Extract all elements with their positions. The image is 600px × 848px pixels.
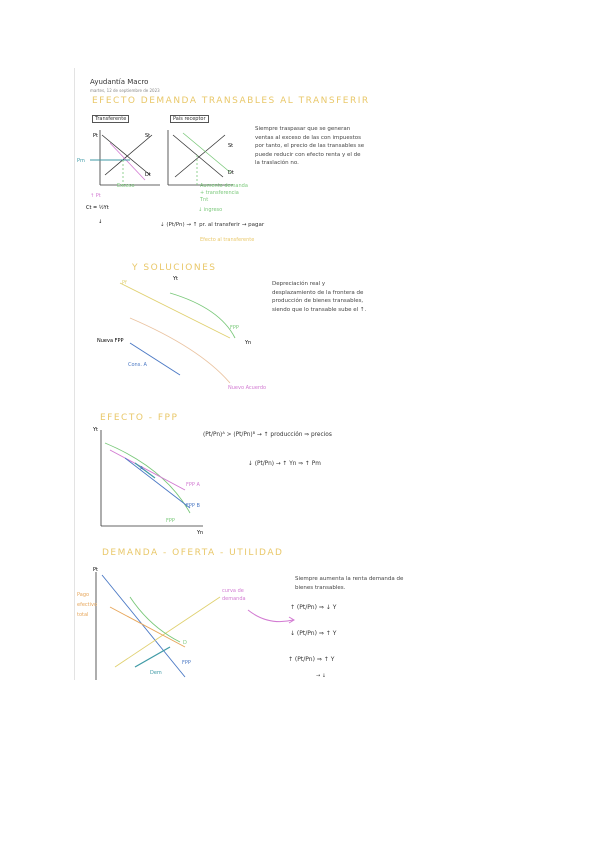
section3-title: EFECTO - FPP [100, 413, 179, 423]
magenta-line [110, 450, 185, 490]
s1-label-ct: Ct = ½Yt [86, 205, 109, 211]
section3-eq1: (Pt/Pn)ᴬ > (Pt/Pn)ᴮ → ↑ producción ⇒ precios [203, 432, 332, 438]
header-date: martes, 12 de septiembre de 2023 [90, 88, 160, 93]
s4-label-top2: demanda [222, 596, 246, 602]
section4-note: Siempre aumenta la renta demanda de bienes transables. [295, 576, 404, 591]
s4-label-top: curva de [222, 588, 244, 594]
s4-label-left2: efectivo [77, 602, 98, 608]
s2-label-newff: Nuevo Acuerdo [228, 385, 267, 391]
s1-label-dt: Dt [145, 172, 151, 178]
s1-label-inc: Aumento demanda [200, 183, 248, 189]
s2-label-yn: Yn [245, 340, 252, 346]
orange-line [110, 607, 185, 647]
magenta-arrow-path [248, 610, 293, 622]
supply-line [105, 135, 152, 175]
s2-label-nag: Nueva FPP [97, 338, 124, 344]
green-fpp-curve [105, 443, 190, 513]
s3-label-pfa: FPP A [186, 482, 200, 488]
s2-label-cons: Cons. A [128, 362, 147, 368]
section2-title: Y SOLUCIONES [132, 263, 217, 273]
s1-label-pm: Pm [77, 158, 85, 164]
beige-curve [130, 318, 230, 383]
section3-diagram [95, 428, 205, 533]
s1-label-ex: Exceso [117, 183, 135, 189]
s3-label-y: Yt [93, 427, 99, 433]
blue-line [125, 458, 190, 508]
s4-label-d: D [183, 640, 187, 646]
header-subject: Ayudantía Macro [90, 78, 149, 86]
s4-label-left: Pago [77, 592, 90, 598]
s3-label-a: A [140, 466, 144, 472]
yellow-supply-line [115, 597, 220, 667]
section1-left-diagram [90, 125, 170, 205]
section1-formula-note: Efecto al transferente [200, 237, 255, 243]
section1-box-right: País receptor [170, 115, 209, 123]
section2-note: Depreciación real y desplazamiento de la frontera de producción de bienes transables, siendo que lo transable sube el ↑. [272, 281, 367, 313]
s1-label-dn: ↓ [98, 219, 103, 225]
teal-tangent [135, 463, 155, 478]
s3-label-pfc: FPP [166, 518, 175, 524]
s4-label-dem: Dem [150, 670, 162, 676]
section4-eq2: ↓ (Pt/Pn) ⇒ ↑ Y [290, 630, 337, 637]
s1-label-st: St [145, 133, 151, 139]
section1-title: EFECTO DEMANDA TRANSABLES AL TRANSFERIR [92, 96, 370, 106]
s2-label-pf: Pf [122, 280, 127, 286]
s1-label-tr: + transferencia [200, 190, 239, 196]
demand-line [102, 135, 150, 175]
demand-line [173, 135, 223, 177]
s4-label-y: Pt [93, 567, 98, 573]
s1-label-st-r: St [228, 143, 234, 149]
section4-eq3: ↑ (Pt/Pn) ⇒ ↑ Y [288, 656, 335, 663]
s4-label-fpp: FPP [182, 660, 191, 666]
s1-label-dt-r: Dt [228, 170, 234, 176]
s1-label-pf: ↑ Pt [90, 193, 101, 199]
s3-label-x: Yn [197, 530, 204, 536]
page-margin-line [74, 68, 75, 680]
s1-label-tnt: Tnt [200, 197, 209, 203]
green-curve [130, 597, 180, 642]
magenta-arrow [248, 608, 298, 628]
s2-label-yt: Yt [173, 276, 179, 282]
s1-label-p: Pt [93, 133, 98, 139]
blue-line [130, 343, 180, 375]
s4-label-left3: total [77, 612, 89, 618]
section3-eq2: ↓ (Pt/Pn) → ↑ Yn ⇒ ↑ Pm [248, 461, 321, 467]
section1-note: Siempre traspasar que se generan ventas al exceso de las con impuestos por tanto, el precio de las transables se puede reducir con efecto renta y el de la traslación no. [255, 126, 365, 167]
s2-label-ff: FPP [230, 325, 239, 331]
s3-label-pfb: FPP B [186, 503, 200, 509]
section1-formula: ⇣ (Pt/Pn) → ↑ pr. al transferir → pagar [160, 222, 265, 228]
s1-label-arrow-a: ↓ ingreso [198, 207, 223, 213]
yellow-curve [120, 283, 230, 338]
section1-box-left: Transferente [92, 115, 129, 123]
shifted-demand-line [110, 143, 145, 180]
supply-line [175, 135, 225, 177]
section4-eq3-sub: → ↓ [316, 673, 326, 679]
section4-diagram [90, 567, 230, 682]
section4-eq1: ↑ (Pt/Pn) ⇒ ↓ Y [290, 604, 337, 611]
green-fpp-curve [170, 293, 235, 338]
section4-title: DEMANDA - OFERTA - UTILIDAD [102, 548, 284, 558]
